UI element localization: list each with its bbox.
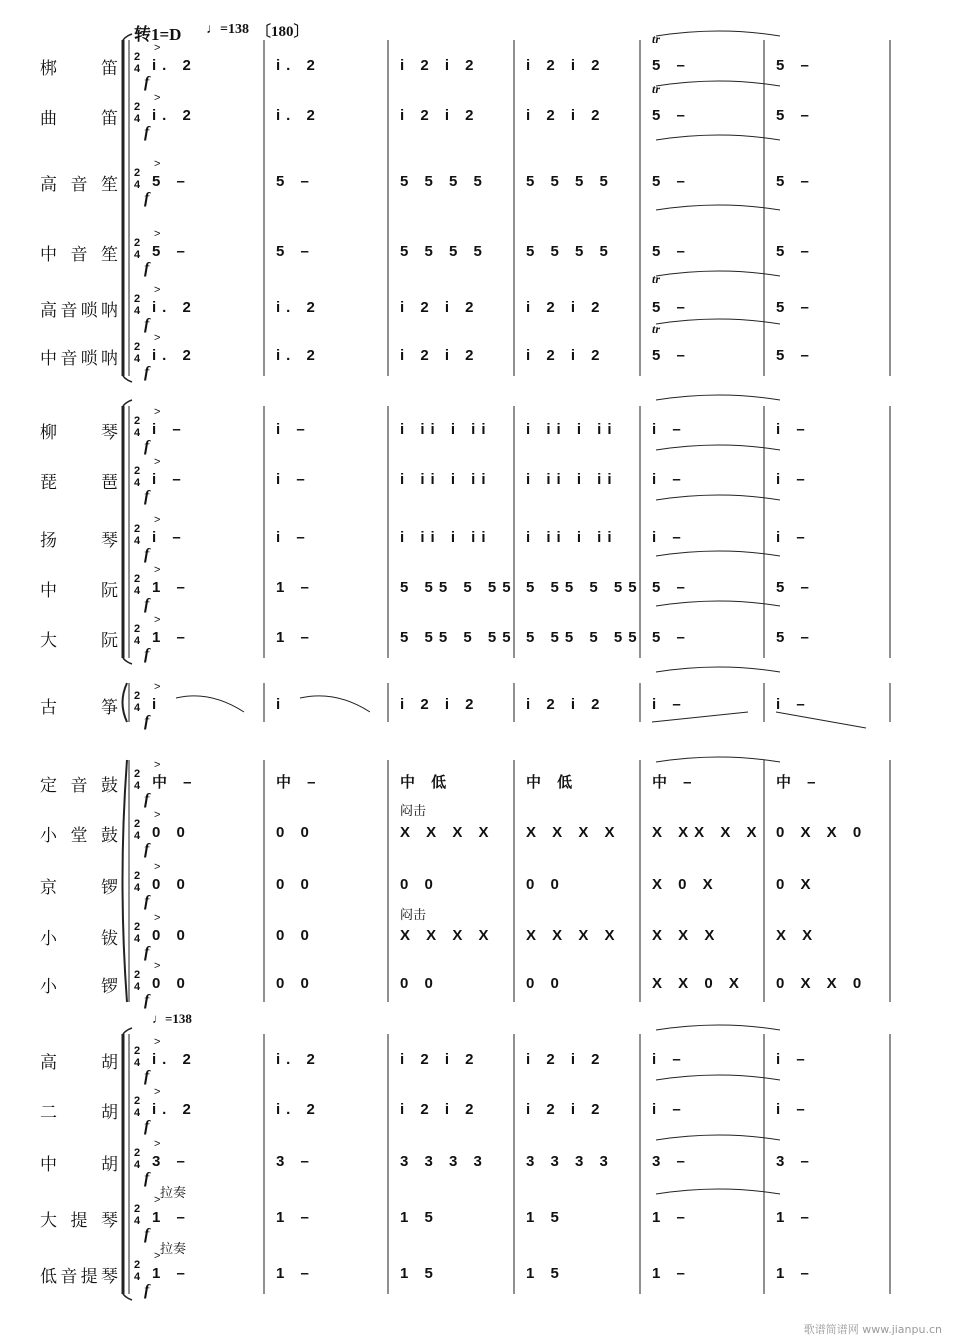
time-sig-top: 2 [133, 101, 141, 113]
measure-notes: 0 0 [152, 876, 191, 893]
measure-notes: 5 – [776, 57, 815, 74]
measure-notes: i ii i ii [526, 529, 618, 546]
dynamic-forte: f [144, 1170, 150, 1187]
time-sig-top: 2 [133, 167, 141, 179]
tie-arc [656, 31, 780, 36]
instrument-name: 柳 琴 [40, 423, 118, 443]
measure-notes: 0 X X 0 [776, 824, 868, 841]
accent-mark: > [154, 1036, 161, 1048]
measure-notes: i. 2 [152, 57, 197, 74]
time-sig-top: 2 [133, 51, 141, 63]
time-sig-bottom: 4 [133, 249, 141, 261]
time-sig-bottom: 4 [133, 113, 141, 125]
time-sig-top: 2 [133, 1203, 141, 1215]
measure-notes: 1 5 [526, 1209, 565, 1226]
accent-mark: > [154, 564, 161, 576]
measure-notes: i – [776, 529, 811, 546]
measure-notes: X X [776, 927, 819, 944]
measure-notes: i 2 i 2 [526, 299, 606, 316]
measure-notes: X X 0 X [652, 975, 745, 992]
tie-arc [656, 271, 780, 276]
measure-notes: 1 5 [526, 1265, 565, 1282]
measure-notes: i 2 i 2 [400, 347, 480, 364]
dynamic-forte: f [144, 713, 150, 730]
measure-notes: 3 – [152, 1153, 191, 1170]
instrument-name: 高音笙 [40, 175, 118, 195]
tie-arc [656, 205, 780, 210]
time-sig-bottom: 4 [133, 585, 141, 597]
measure-notes: i. 2 [152, 1101, 197, 1118]
time-sig-top: 2 [133, 690, 141, 702]
instrument-name: 小 钹 [40, 929, 118, 949]
measure-notes: 5 – [152, 173, 191, 190]
measure-notes: 中 – [152, 774, 198, 791]
tie-arc [656, 319, 780, 324]
time-sig-top: 2 [133, 969, 141, 981]
instrument-name: 中音笙 [40, 245, 118, 265]
tie-arc [656, 1189, 780, 1194]
glissando-arrow [652, 712, 748, 722]
tie-arc [656, 495, 780, 500]
measure-notes: i. 2 [276, 57, 321, 74]
accent-mark: > [154, 1086, 161, 1098]
measure-notes: i – [276, 421, 311, 438]
measure-notes: i. 2 [152, 107, 197, 124]
measure-notes: i – [652, 696, 687, 713]
measure-notes: 5 5 5 5 [400, 173, 488, 190]
measure-notes: i – [276, 471, 311, 488]
measure-notes: 0 0 [400, 876, 439, 893]
dynamic-forte: f [144, 893, 150, 910]
accent-mark: > [154, 92, 161, 104]
accent-mark: > [154, 960, 161, 972]
time-sig-top: 2 [133, 341, 141, 353]
dynamic-forte: f [144, 1226, 150, 1243]
measure-notes: i 2 i 2 [526, 696, 606, 713]
measure-notes: 中 – [776, 774, 822, 791]
measure-notes: 1 – [152, 629, 191, 646]
accent-mark: > [154, 158, 161, 170]
time-sig-bottom: 4 [133, 882, 141, 894]
time-sig-top: 2 [133, 870, 141, 882]
measure-notes: 1 – [152, 579, 191, 596]
measure-notes: 中 低 [526, 774, 579, 791]
instrument-name: 曲 笛 [40, 109, 118, 129]
measure-notes: i – [776, 696, 811, 713]
measure-notes: i ii i ii [400, 471, 492, 488]
group-bracket [123, 760, 128, 1002]
measure-notes: 5 – [652, 299, 691, 316]
measure-notes: 5 – [652, 107, 691, 124]
measure-notes: i ii i ii [526, 471, 618, 488]
measure-notes: i 2 i 2 [400, 107, 480, 124]
accent-mark: > [154, 759, 161, 771]
time-sig-top: 2 [133, 1045, 141, 1057]
measure-notes: i – [276, 529, 311, 546]
measure-notes: i – [652, 471, 687, 488]
dynamic-forte: f [144, 992, 150, 1009]
measure-notes: X X X X [400, 824, 495, 841]
measure-notes: 0 X X 0 [776, 975, 868, 992]
measure-notes: 5 – [776, 347, 815, 364]
dynamic-forte: f [144, 596, 150, 613]
annotation-arco: 拉奏 [160, 1242, 187, 1257]
measure-notes: 5 – [776, 629, 815, 646]
measure-notes: i. 2 [276, 1051, 321, 1068]
measure-notes: i – [776, 1051, 811, 1068]
measure-notes: 0 0 [400, 975, 439, 992]
dynamic-forte: f [144, 190, 150, 207]
measure-notes: 5 – [776, 173, 815, 190]
annotation-muffled: 闷击 [400, 804, 427, 819]
measure-notes: 5 55 5 55 [400, 629, 517, 646]
measure-notes: 5 – [776, 107, 815, 124]
measure-notes: 5 – [652, 347, 691, 364]
time-sig-top: 2 [133, 1147, 141, 1159]
measure-notes: 0 0 [152, 975, 191, 992]
measure-notes: 1 – [276, 629, 315, 646]
time-sig-bottom: 4 [133, 305, 141, 317]
measure-notes: 5 – [776, 579, 815, 596]
instrument-name: 中 阮 [40, 581, 118, 601]
measure-notes: i 2 i 2 [400, 696, 480, 713]
accent-mark: > [154, 406, 161, 418]
glissando-arrow [776, 712, 866, 728]
measure-notes: 5 – [652, 57, 691, 74]
measure-notes: 5 – [652, 629, 691, 646]
measure-notes: 5 – [276, 243, 315, 260]
tie-arc [656, 551, 780, 556]
instrument-name: 中音唢呐 [40, 349, 118, 369]
instrument-name: 扬 琴 [40, 531, 118, 551]
measure-notes: 1 – [776, 1265, 815, 1282]
watermark-footer: 歌谱简谱网 www.jianpu.cn [803, 1323, 942, 1336]
instrument-name: 京 锣 [40, 878, 118, 898]
time-sig-top: 2 [133, 1259, 141, 1271]
trill-mark: tr [652, 322, 661, 336]
dynamic-forte: f [144, 74, 150, 91]
measure-notes: 1 5 [400, 1209, 439, 1226]
measure-notes: i 2 i 2 [400, 1101, 480, 1118]
bracket-hook [123, 658, 132, 664]
dynamic-forte: f [144, 438, 150, 455]
tie-arc [656, 81, 780, 86]
time-sig-bottom: 4 [133, 635, 141, 647]
dynamic-forte: f [144, 841, 150, 858]
dynamic-forte: f [144, 488, 150, 505]
measure-notes: 3 – [776, 1153, 815, 1170]
measure-notes: i – [776, 421, 811, 438]
group-bracket [123, 683, 128, 722]
time-sig-top: 2 [133, 1095, 141, 1107]
measure-notes: 0 0 [526, 876, 565, 893]
measure-notes: 0 0 [526, 975, 565, 992]
time-sig-top: 2 [133, 573, 141, 585]
annotation-muffled: 闷击 [400, 908, 427, 923]
time-sig-top: 2 [133, 818, 141, 830]
measure-notes: 1 – [776, 1209, 815, 1226]
measure-notes: i. 2 [276, 107, 321, 124]
measure-notes: i ii i ii [400, 529, 492, 546]
measure-notes: X X X X [526, 824, 621, 841]
instrument-name: 中 胡 [40, 1155, 118, 1175]
measure-notes: 3 3 3 3 [400, 1153, 488, 1170]
measure-notes: i ii i ii [400, 421, 492, 438]
measure-notes: 5 5 5 5 [526, 243, 614, 260]
annotation-arco: 拉奏 [160, 1186, 187, 1201]
time-sig-bottom: 4 [133, 702, 141, 714]
dynamic-forte: f [144, 646, 150, 663]
time-sig-bottom: 4 [133, 1159, 141, 1171]
trill-mark: tr [652, 82, 661, 96]
measure-notes: 中 – [652, 774, 698, 791]
measure-notes: i 2 i 2 [526, 1101, 606, 1118]
time-sig-bottom: 4 [133, 63, 141, 75]
time-sig-bottom: 4 [133, 353, 141, 365]
measure-notes: i [276, 696, 287, 713]
measure-notes: 1 – [276, 1265, 315, 1282]
dynamic-forte: f [144, 1068, 150, 1085]
tie-arc [656, 601, 780, 606]
dynamic-forte: f [144, 260, 150, 277]
accent-mark: > [154, 1194, 161, 1206]
instrument-name: 高音唢呐 [40, 301, 118, 321]
time-sig-bottom: 4 [133, 535, 141, 547]
instrument-name: 二 胡 [40, 1103, 118, 1123]
rehearsal-mark: 〔180〕 [256, 24, 309, 40]
measure-notes: i – [776, 1101, 811, 1118]
dynamic-forte: f [144, 546, 150, 563]
measure-notes: i. 2 [152, 299, 197, 316]
accent-mark: > [154, 1138, 161, 1150]
time-sig-top: 2 [133, 465, 141, 477]
measure-notes: 5 55 5 55 [526, 579, 643, 596]
measure-notes: X X X X [400, 927, 495, 944]
measure-notes: i. 2 [152, 1051, 197, 1068]
accent-mark: > [154, 809, 161, 821]
measure-notes: 1 – [276, 579, 315, 596]
dynamic-forte: f [144, 124, 150, 141]
instrument-name: 大 阮 [40, 631, 118, 651]
measure-notes: X 0 X [652, 876, 719, 893]
measure-notes: i – [776, 471, 811, 488]
measure-notes: 1 – [152, 1265, 191, 1282]
instrument-name: 古 筝 [40, 698, 118, 718]
measure-notes: 1 – [652, 1265, 691, 1282]
measure-notes: 0 0 [152, 824, 191, 841]
measure-notes: i 2 i 2 [526, 1051, 606, 1068]
time-sig-bottom: 4 [133, 933, 141, 945]
time-sig-top: 2 [133, 237, 141, 249]
instrument-name: 大提琴 [40, 1211, 118, 1231]
measure-notes: 0 0 [276, 876, 315, 893]
tie-arc [656, 395, 780, 400]
measure-notes: i – [652, 421, 687, 438]
key-change: 转1=D [134, 25, 182, 44]
measure-notes: 5 55 5 55 [400, 579, 517, 596]
time-sig-bottom: 4 [133, 1057, 141, 1069]
measure-notes: 5 – [776, 299, 815, 316]
measure-notes: i. 2 [152, 347, 197, 364]
measure-notes: X XX X X [652, 824, 763, 841]
measure-notes: 1 – [152, 1209, 191, 1226]
measure-notes: i ii i ii [526, 421, 618, 438]
instrument-name: 低音提琴 [40, 1267, 118, 1287]
instrument-name: 梆 笛 [40, 59, 118, 79]
tie-arc [656, 1135, 780, 1140]
quarter-note-icon: ♩ [206, 22, 220, 37]
measure-notes: i 2 i 2 [400, 57, 480, 74]
bracket-hook [123, 400, 132, 406]
measure-notes: 5 – [776, 243, 815, 260]
measure-notes: i. 2 [276, 1101, 321, 1118]
measure-notes: X X X [652, 927, 721, 944]
time-sig-top: 2 [133, 921, 141, 933]
time-sig-top: 2 [133, 293, 141, 305]
trill-mark: tr [652, 272, 661, 286]
instrument-name: 琵 琶 [40, 473, 118, 493]
time-sig-top: 2 [133, 768, 141, 780]
dynamic-forte: f [144, 791, 150, 808]
strings-tempo-marking: ♩=138 [152, 1011, 192, 1026]
instrument-name: 定音鼓 [40, 776, 118, 796]
time-sig-bottom: 4 [133, 1215, 141, 1227]
time-sig-bottom: 4 [133, 830, 141, 842]
measure-notes: i. 2 [276, 299, 321, 316]
measure-notes: X X X X [526, 927, 621, 944]
measure-notes: 3 – [652, 1153, 691, 1170]
measure-notes: i 2 i 2 [400, 299, 480, 316]
measure-notes: 1 5 [400, 1265, 439, 1282]
dynamic-forte: f [144, 1118, 150, 1135]
glissando-arrow [300, 696, 370, 712]
dynamic-forte: f [144, 364, 150, 381]
tie-arc [656, 757, 780, 762]
measure-notes: 5 – [652, 173, 691, 190]
trill-mark: tr [652, 32, 661, 46]
quarter-note-icon: ♩ [152, 1011, 165, 1026]
measure-notes: i – [152, 421, 187, 438]
dynamic-forte: f [144, 944, 150, 961]
measure-notes: i – [652, 1051, 687, 1068]
bracket-hook [123, 1028, 132, 1034]
bracket-hook [123, 34, 132, 40]
time-sig-bottom: 4 [133, 981, 141, 993]
instrument-name: 小堂鼓 [40, 826, 118, 846]
time-sig-bottom: 4 [133, 1107, 141, 1119]
instrument-name: 高 胡 [40, 1053, 118, 1073]
measure-notes: 5 – [652, 243, 691, 260]
time-sig-bottom: 4 [133, 477, 141, 489]
dynamic-forte: f [144, 1282, 150, 1299]
measure-notes: 5 5 5 5 [526, 173, 614, 190]
tempo-marking: ♩=138 [206, 22, 249, 37]
measure-notes: 中 低 [400, 774, 453, 791]
time-sig-bottom: 4 [133, 780, 141, 792]
tie-arc [656, 1025, 780, 1030]
accent-mark: > [154, 42, 161, 54]
bracket-hook [123, 1294, 132, 1300]
accent-mark: > [154, 681, 161, 693]
accent-mark: > [154, 614, 161, 626]
time-sig-top: 2 [133, 623, 141, 635]
time-sig-top: 2 [133, 523, 141, 535]
measure-notes: 5 5 5 5 [400, 243, 488, 260]
measure-notes: i – [652, 529, 687, 546]
tie-arc [656, 667, 780, 672]
measure-notes: 1 – [652, 1209, 691, 1226]
measure-notes: i [152, 696, 163, 713]
measure-notes: 3 3 3 3 [526, 1153, 614, 1170]
time-sig-top: 2 [133, 415, 141, 427]
measure-notes: i. 2 [276, 347, 321, 364]
measure-notes: 中 – [276, 774, 322, 791]
measure-notes: 1 – [276, 1209, 315, 1226]
measure-notes: 0 0 [152, 927, 191, 944]
measure-notes: i 2 i 2 [400, 1051, 480, 1068]
tie-arc [656, 1075, 780, 1080]
tie-arc [656, 135, 780, 140]
accent-mark: > [154, 912, 161, 924]
time-sig-bottom: 4 [133, 1271, 141, 1283]
measure-notes: 3 – [276, 1153, 315, 1170]
accent-mark: > [154, 228, 161, 240]
tie-arc [656, 445, 780, 450]
measure-notes: i – [152, 529, 187, 546]
dynamic-forte: f [144, 316, 150, 333]
measure-notes: 5 55 5 55 [526, 629, 643, 646]
measure-notes: 0 0 [276, 975, 315, 992]
measure-notes: 5 – [276, 173, 315, 190]
accent-mark: > [154, 1250, 161, 1262]
time-sig-bottom: 4 [133, 427, 141, 439]
accent-mark: > [154, 332, 161, 344]
measure-notes: 0 0 [276, 824, 315, 841]
time-sig-bottom: 4 [133, 179, 141, 191]
measure-notes: i – [652, 1101, 687, 1118]
measure-notes: i 2 i 2 [526, 347, 606, 364]
measure-notes: i 2 i 2 [526, 107, 606, 124]
measure-notes: i 2 i 2 [526, 57, 606, 74]
accent-mark: > [154, 284, 161, 296]
measure-notes: 0 0 [276, 927, 315, 944]
accent-mark: > [154, 456, 161, 468]
measure-notes: i – [152, 471, 187, 488]
glissando-arrow [176, 696, 244, 712]
accent-mark: > [154, 514, 161, 526]
measure-notes: 5 – [152, 243, 191, 260]
measure-notes: 0 X [776, 876, 817, 893]
instrument-name: 小 锣 [40, 977, 118, 997]
bracket-hook [123, 376, 132, 382]
accent-mark: > [154, 861, 161, 873]
measure-notes: 5 – [652, 579, 691, 596]
